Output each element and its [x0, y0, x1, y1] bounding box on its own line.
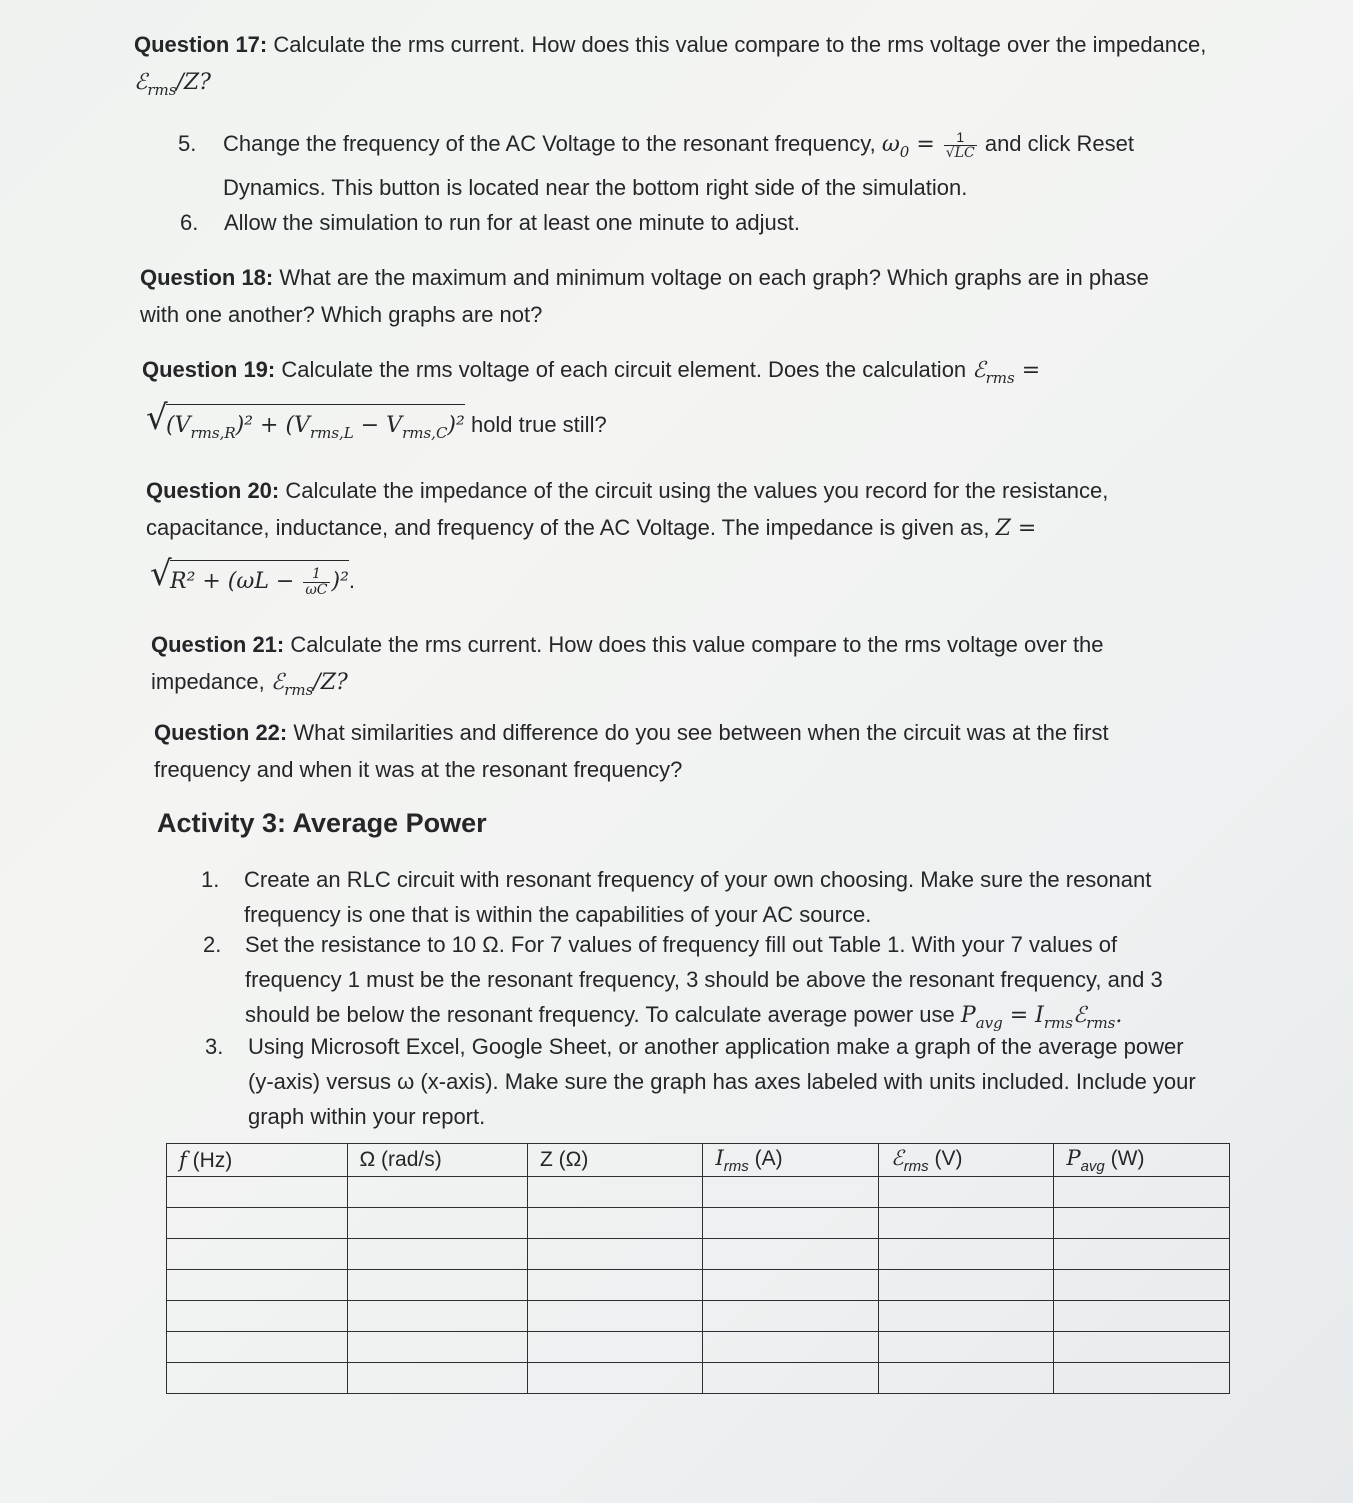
table-header-row [167, 1144, 1230, 1177]
activity-3-step-2-number: 2. [203, 932, 222, 957]
resonant-frequency-fraction: $\frac{1}{√LC}$ [945, 128, 975, 161]
question-20-label: Question 20: [146, 478, 280, 503]
table-row [167, 1363, 1230, 1394]
header-rms-current: $I_{rms}$ (A) [703, 1144, 878, 1177]
table-cell[interactable] [703, 1177, 878, 1208]
header-rms-emf: ℰ$_{rms}$ (V) [878, 1144, 1053, 1177]
question-19-line1: Calculate the rms voltage of each circuit element. Does the calculation [281, 357, 967, 382]
question-20: Question 20: Calculate the impedance of the circuit using the values you record for the resistance, capacitance, inductance, and frequency of the AC Voltage. The impedance is given as, Z = [146, 478, 1109, 541]
step-6-number: 6. [180, 210, 199, 235]
table-cell[interactable] [528, 1270, 703, 1301]
table-cell[interactable] [703, 1332, 878, 1363]
impedance-formula: √ R² + (ωL − $\frac{1}{\omega C}$ )² [150, 560, 349, 600]
table-cell[interactable] [167, 1332, 348, 1363]
data-table [166, 1143, 1230, 1394]
table-cell[interactable] [1054, 1332, 1230, 1363]
step-5-number: 5. [178, 131, 197, 156]
table-cell[interactable] [528, 1301, 703, 1332]
table-cell[interactable] [703, 1270, 878, 1301]
table-cell[interactable] [167, 1239, 348, 1270]
activity-3-step-3-number: 3. [205, 1034, 224, 1059]
question-17-formula: ℰ$_{rms}$/Z? [134, 70, 211, 99]
step-6-text: Allow the simulation to run for at least one minute to adjust. [224, 210, 800, 235]
question-18-label: Question 18: [140, 265, 274, 290]
table-row [167, 1301, 1230, 1332]
step-5-text: Change the frequency of the AC Voltage to the resonant frequency, $\omega_0$ = $\frac{1}{√LC}$ and click Reset Dynamics. This button is located near the bottom right side of the simulation. [223, 128, 1135, 200]
header-angular-frequency: Ω (rad/s) [347, 1144, 528, 1177]
question-17 [134, 26, 1234, 109]
activity-3-step-2 [203, 927, 1243, 1035]
activity-3-step-2-text: Set the resistance to 10 Ω. For 7 values of frequency fill out Table 1. With your 7 values of frequency 1 must be the resonant frequency, 3 should be above the resonant frequency, and 3 should be below the resonant frequency. To calculate average power use $P_{avg}$ = $I_{rms}ℰ_{rms}$. [245, 932, 1163, 1032]
header-average-power: $P_{avg}$ (W) [1054, 1144, 1230, 1177]
question-19-tail: hold true still? [470, 412, 607, 437]
question-21-line1: Calculate the rms current. How does this value compare to the rms voltage over the [290, 632, 1104, 657]
table-cell[interactable] [167, 1363, 348, 1394]
table-cell[interactable] [878, 1177, 1053, 1208]
question-18 [140, 259, 1250, 333]
table-cell[interactable] [528, 1332, 703, 1363]
table-cell[interactable] [1054, 1208, 1230, 1239]
table-cell[interactable] [1054, 1239, 1230, 1270]
header-impedance: Z (Ω) [528, 1144, 703, 1177]
table-cell[interactable] [1054, 1301, 1230, 1332]
table-row [167, 1208, 1230, 1239]
impedance-formula-line: √ R² + (ωL − $\frac{1}{\omega C}$ )². [150, 560, 550, 600]
question-20-line1: Calculate the impedance of the circuit using the values you record for the resistance, [285, 478, 1109, 503]
question-22-line1: What similarities and difference do you see between when the circuit was at the first [293, 720, 1109, 745]
table-cell[interactable] [528, 1208, 703, 1239]
table-cell[interactable] [347, 1363, 528, 1394]
question-22-label: Question 22: [154, 720, 288, 745]
average-power-formula: $P_{avg}$ = $I_{rms}ℰ_{rms}$. [960, 1003, 1123, 1032]
table-row [167, 1332, 1230, 1363]
header-frequency: f (Hz) [167, 1144, 348, 1177]
question-17-label: Question 17: [134, 32, 268, 57]
table-row [167, 1177, 1230, 1208]
activity-3-step-1 [201, 862, 1241, 934]
table-cell[interactable] [703, 1208, 878, 1239]
activity-3-heading: Activity 3: Average Power [157, 808, 487, 838]
question-19-label: Question 19: [142, 357, 276, 382]
table-row [167, 1270, 1230, 1301]
rms-voltage-formula: √ $(V_{rms,R})^2 + (V_{rms,L} - V_{rms,C})^2$ [146, 404, 465, 452]
table-cell[interactable] [1054, 1363, 1230, 1394]
question-22-line2: frequency and when it was at the resonant frequency? [154, 757, 683, 782]
table-cell[interactable] [347, 1177, 528, 1208]
table-cell[interactable] [528, 1363, 703, 1394]
table-cell[interactable] [167, 1177, 348, 1208]
question-18-line2: with one another? Which graphs are not? [140, 302, 543, 327]
table-cell[interactable] [703, 1301, 878, 1332]
table-cell[interactable] [347, 1332, 528, 1363]
table-cell[interactable] [878, 1239, 1053, 1270]
question-18-line1: What are the maximum and minimum voltage on each graph? Which graphs are in phase [279, 265, 1149, 290]
table-cell[interactable] [347, 1301, 528, 1332]
table-cell[interactable] [1054, 1270, 1230, 1301]
question-19-formula-line [146, 398, 846, 452]
question-19: Question 19: Calculate the rms voltage of each circuit element. Does the calculation ℰ$_{rms}$ = [142, 357, 1041, 387]
table-cell[interactable] [347, 1270, 528, 1301]
question-21 [151, 626, 1251, 709]
question-21-line2: impedance, [151, 669, 265, 694]
step-5 [178, 126, 1238, 206]
question-17-text: Calculate the rms current. How does this value compare to the rms voltage over the impedance, [273, 32, 1207, 57]
question-21-label: Question 21: [151, 632, 285, 657]
table-cell[interactable] [167, 1270, 348, 1301]
table-cell[interactable] [167, 1301, 348, 1332]
question-22 [154, 714, 1254, 788]
table-cell[interactable] [347, 1239, 528, 1270]
table-cell[interactable] [703, 1239, 878, 1270]
table-cell[interactable] [878, 1301, 1053, 1332]
activity-3-step-3 [205, 1029, 1245, 1137]
table-cell[interactable] [1054, 1177, 1230, 1208]
table-cell[interactable] [528, 1239, 703, 1270]
table-cell[interactable] [703, 1363, 878, 1394]
table-cell[interactable] [878, 1208, 1053, 1239]
table-cell[interactable] [167, 1208, 348, 1239]
table-cell[interactable] [878, 1332, 1053, 1363]
table-cell[interactable] [878, 1270, 1053, 1301]
question-20-line2: capacitance, inductance, and frequency of the AC Voltage. The impedance is given as, [146, 515, 990, 540]
table-row [167, 1239, 1230, 1270]
table-cell[interactable] [878, 1363, 1053, 1394]
activity-3-step-1-text: Create an RLC circuit with resonant frequency of your own choosing. Make sure the resonant frequency is one that is within the capabilities of your AC source. [244, 867, 1152, 927]
table-body [167, 1177, 1230, 1394]
step-6 [180, 205, 1240, 241]
table-cell[interactable] [347, 1208, 528, 1239]
activity-3-step-1-number: 1. [201, 867, 220, 892]
question-21-formula: ℰ$_{rms}$/Z? [270, 670, 348, 699]
activity-3-step-3-text: Using Microsoft Excel, Google Sheet, or another application make a graph of the average power (y-axis) versus ω (x-axis). Make sure the graph has axes labeled with units included. Include your graph within your report. [248, 1034, 1196, 1129]
table-cell[interactable] [528, 1177, 703, 1208]
